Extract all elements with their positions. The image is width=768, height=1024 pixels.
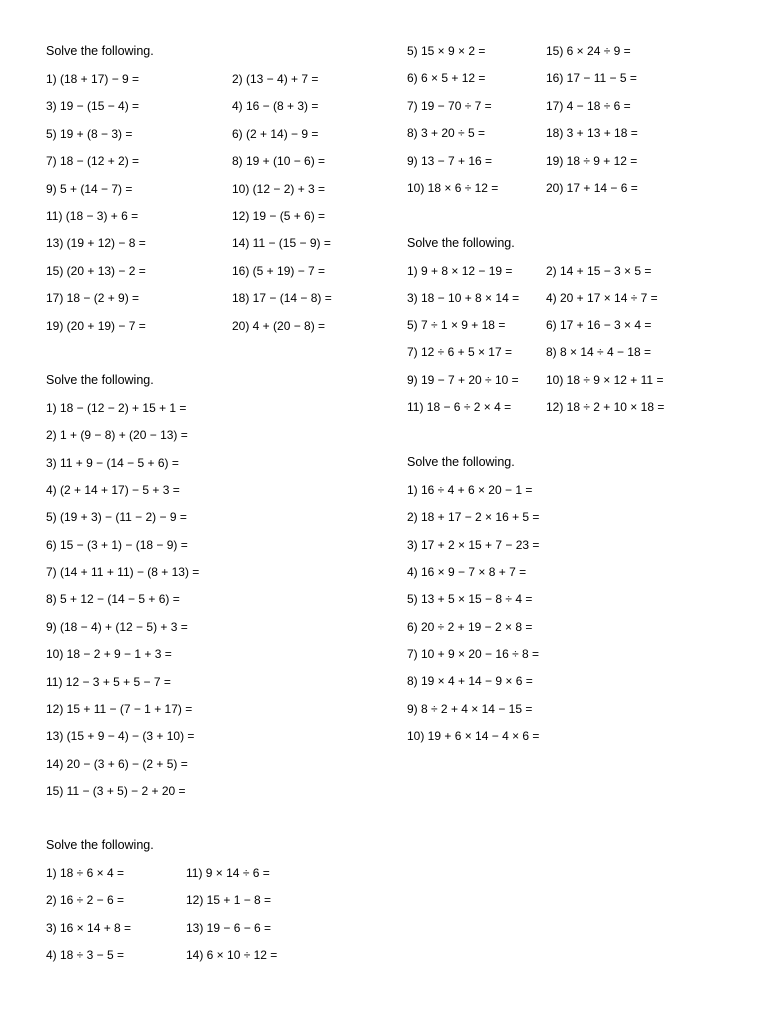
- problem-item: 11) 12 − 3 + 5 + 5 − 7 =: [46, 674, 171, 689]
- problem-item: 8) 5 + 12 − (14 − 5 + 6) =: [46, 592, 180, 607]
- problem-item: 8) 3 + 20 ÷ 5 =: [407, 126, 485, 141]
- problem-item: 11) (18 − 3) + 6 =: [46, 209, 139, 223]
- problem-item: 15) 11 − (3 + 5) − 2 + 20 =: [46, 783, 186, 798]
- problem-item: 11) 9 × 14 ÷ 6 =: [186, 866, 270, 880]
- problem-item: 10) 19 + 6 × 14 − 4 × 6 =: [407, 729, 540, 744]
- section-heading: Solve the following.: [46, 44, 154, 58]
- problem-item: 13) 19 − 6 − 6 =: [186, 920, 272, 935]
- problem-item: 7) (14 + 11 + 11) − (8 + 13) =: [46, 565, 200, 580]
- problem-item: 6) 20 ÷ 2 + 19 − 2 × 8 =: [407, 619, 533, 634]
- section-heading: Solve the following.: [46, 373, 154, 387]
- problem-item: 9) 13 − 7 + 16 =: [407, 153, 493, 168]
- problem-item: 4) (2 + 14 + 17) − 5 + 3 =: [46, 483, 180, 498]
- problem-item: 15) 6 × 24 ÷ 9 =: [546, 44, 631, 58]
- section-f: [46, 837, 366, 977]
- problem-item: 10) 18 × 6 ÷ 12 =: [407, 181, 499, 195]
- problem-item: 2) 14 + 15 − 3 × 5 =: [546, 263, 652, 278]
- problem-item: 12) 18 ÷ 2 + 10 × 18 =: [546, 400, 665, 414]
- problem-item: 9) (18 − 4) + (12 − 5) + 3 =: [46, 619, 188, 634]
- problem-item: 4) 16 − (8 + 3) =: [232, 99, 319, 114]
- problem-item: 8) 8 × 14 ÷ 4 − 18 =: [546, 345, 651, 360]
- problem-item: 4) 20 + 17 × 14 ÷ 7 =: [546, 290, 658, 305]
- problem-item: 3) 19 − (15 − 4) =: [46, 99, 140, 114]
- problem-item: 3) 16 × 14 + 8 =: [46, 920, 132, 935]
- problem-item: 2) 18 + 17 − 2 × 16 + 5 =: [407, 510, 540, 525]
- problem-item: 2) (13 − 4) + 7 =: [232, 72, 319, 86]
- problem-item: 8) 19 + (10 − 6) =: [232, 154, 326, 169]
- problem-item: 3) 17 + 2 × 15 + 7 − 23 =: [407, 537, 540, 552]
- problem-item: 4) 18 ÷ 3 − 5 =: [46, 948, 124, 963]
- problem-item: 18) 17 − (14 − 8) =: [232, 291, 332, 306]
- problem-item: 3) 18 − 10 + 8 × 14 =: [407, 290, 520, 305]
- section-heading: Solve the following.: [407, 236, 515, 250]
- problem-item: 1) 9 + 8 × 12 − 19 =: [407, 263, 513, 278]
- problem-item: 17) 18 − (2 + 9) =: [46, 291, 140, 306]
- problem-item: 5) 19 + (8 − 3) =: [46, 126, 133, 141]
- problem-item: 6) 6 × 5 + 12 =: [407, 71, 486, 86]
- problem-item: 10) 18 − 2 + 9 − 1 + 3 =: [46, 647, 172, 662]
- problem-item: 4) 16 × 9 − 7 × 8 + 7 =: [407, 565, 527, 580]
- problem-item: 12) 15 + 11 − (7 − 1 + 17) =: [46, 701, 193, 716]
- problem-item: 7) 12 ÷ 6 + 5 × 17 =: [407, 345, 512, 360]
- problem-item: 1) (18 + 17) − 9 =: [46, 72, 140, 86]
- problem-item: 5) 7 ÷ 1 × 9 + 18 =: [407, 318, 506, 333]
- section-heading: Solve the following.: [407, 455, 515, 469]
- section-d: [46, 372, 366, 812]
- problem-item: 19) (20 + 19) − 7 =: [46, 318, 146, 333]
- problem-item: 1) 18 ÷ 6 × 4 =: [46, 866, 124, 880]
- problem-item: 6) 17 + 16 − 3 × 4 =: [546, 318, 652, 333]
- section-a: [46, 43, 366, 343]
- problem-item: 16) (5 + 19) − 7 =: [232, 263, 326, 278]
- problem-item: 14) 20 − (3 + 6) − (2 + 5) =: [46, 756, 188, 771]
- problem-item: 18) 3 + 13 + 18 =: [546, 126, 638, 141]
- problem-item: 2) 1 + (9 − 8) + (20 − 13) =: [46, 428, 188, 443]
- problem-item: 5) 13 + 5 × 15 − 8 ÷ 4 =: [407, 592, 533, 607]
- problem-item: 5) 15 × 9 × 2 =: [407, 44, 486, 58]
- problem-item: 10) (12 − 2) + 3 =: [232, 181, 326, 196]
- problem-item: 20) 4 + (20 − 8) =: [232, 318, 326, 333]
- problem-item: 2) 16 ÷ 2 − 6 =: [46, 893, 124, 908]
- section-b: [407, 43, 707, 203]
- problem-item: 14) 6 × 10 ÷ 12 =: [186, 948, 278, 963]
- section-heading: Solve the following.: [46, 838, 154, 852]
- problem-item: 7) 18 − (12 + 2) =: [46, 154, 140, 169]
- problem-item: 10) 18 ÷ 9 × 12 + 11 =: [546, 372, 664, 387]
- problem-item: 3) 11 + 9 − (14 − 5 + 6) =: [46, 455, 179, 470]
- problem-item: 1) 16 ÷ 4 + 6 × 20 − 1 =: [407, 483, 533, 497]
- section-e: [407, 454, 707, 754]
- problem-item: 6) (2 + 14) − 9 =: [232, 126, 319, 141]
- problem-item: 16) 17 − 11 − 5 =: [546, 71, 637, 86]
- problem-item: 11) 18 − 6 ÷ 2 × 4 =: [407, 400, 512, 414]
- problem-item: 20) 17 + 14 − 6 =: [546, 181, 638, 195]
- problem-item: 7) 10 + 9 × 20 − 16 ÷ 8 =: [407, 647, 540, 662]
- problem-item: 12) 19 − (5 + 6) =: [232, 209, 326, 223]
- problem-item: 1) 18 − (12 − 2) + 15 + 1 =: [46, 401, 187, 415]
- problem-item: 15) (20 + 13) − 2 =: [46, 263, 146, 278]
- problem-item: 14) 11 − (15 − 9) =: [232, 236, 331, 251]
- section-c: [407, 235, 707, 425]
- problem-item: 7) 19 − 70 ÷ 7 =: [407, 98, 492, 113]
- problem-item: 9) 8 ÷ 2 + 4 × 14 − 15 =: [407, 701, 533, 716]
- problem-item: 12) 15 + 1 − 8 =: [186, 893, 272, 908]
- problem-item: 9) 19 − 7 + 20 ÷ 10 =: [407, 372, 519, 387]
- problem-item: 13) (15 + 9 − 4) − (3 + 10) =: [46, 729, 195, 744]
- problem-item: 9) 5 + (14 − 7) =: [46, 181, 133, 196]
- problem-item: 6) 15 − (3 + 1) − (18 − 9) =: [46, 537, 188, 552]
- problem-item: 5) (19 + 3) − (11 − 2) − 9 =: [46, 510, 187, 525]
- problem-item: 17) 4 − 18 ÷ 6 =: [546, 98, 631, 113]
- problem-item: 13) (19 + 12) − 8 =: [46, 236, 146, 251]
- problem-item: 19) 18 ÷ 9 + 12 =: [546, 153, 638, 168]
- problem-item: 8) 19 × 4 + 14 − 9 × 6 =: [407, 674, 533, 689]
